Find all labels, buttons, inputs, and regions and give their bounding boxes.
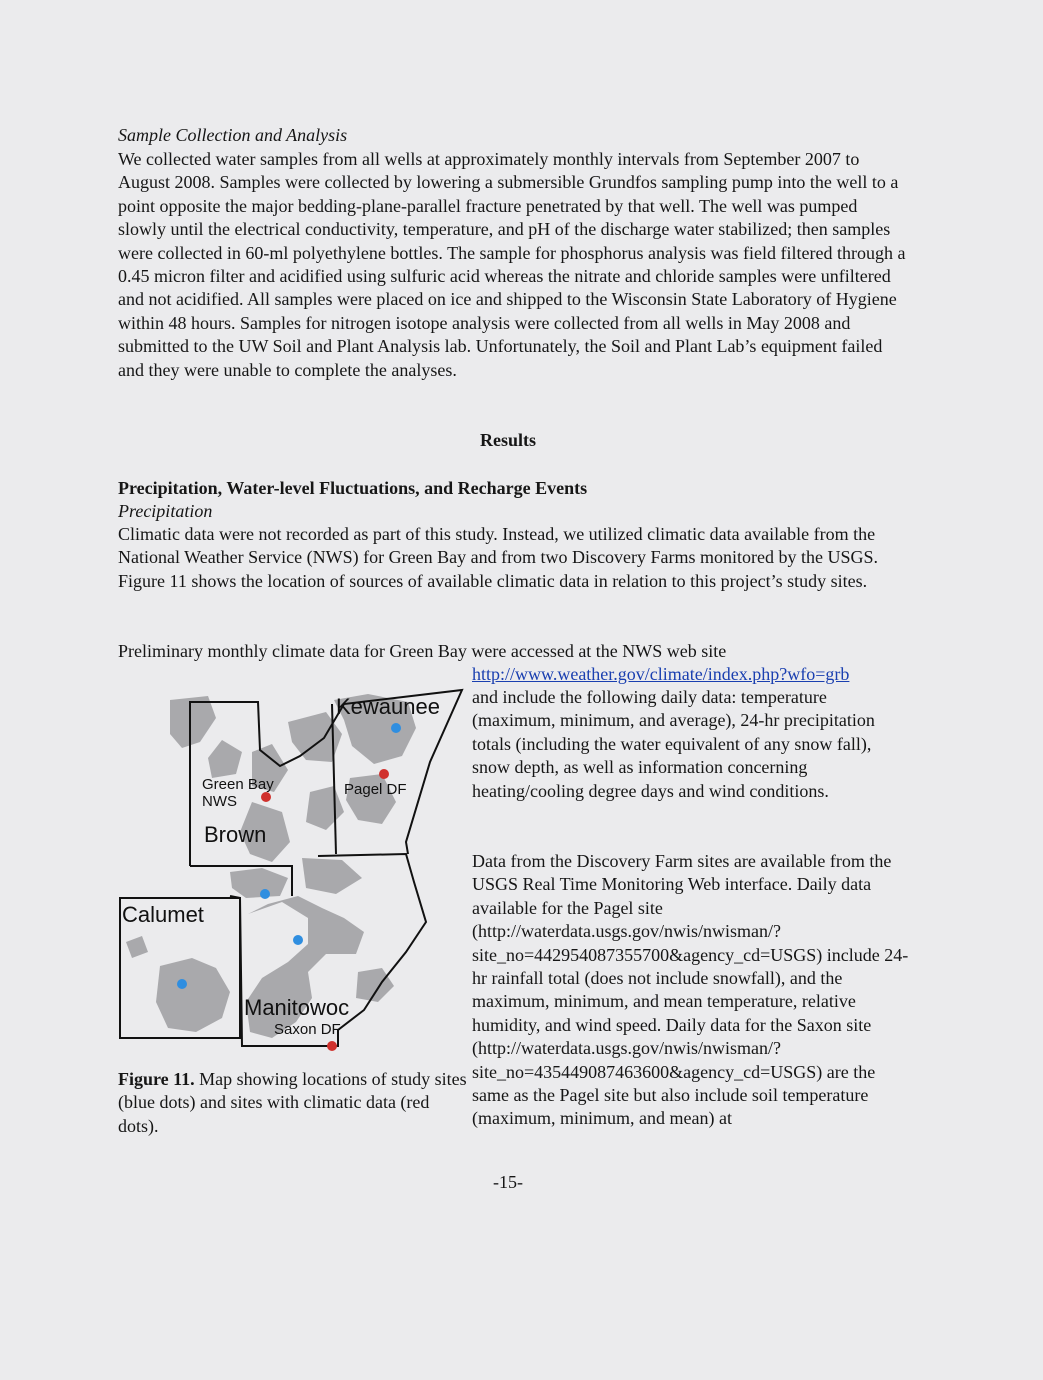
site-label-pagel: Pagel DF bbox=[344, 781, 407, 798]
nws-link[interactable] bbox=[472, 663, 912, 686]
site-label-nws: NWS bbox=[202, 793, 237, 810]
site-label-green-bay: Green Bay bbox=[202, 776, 274, 793]
study-site-manitowoc bbox=[293, 935, 303, 945]
figure-caption-text: Map showing locations of study sites (blue dots) and sites with climatic data (red dots). bbox=[118, 1069, 467, 1136]
paragraph-discovery-farms: Data from the Discovery Farm sites are available from the USGS Real Time Monitoring Web interface. Daily data available for the Pagel site (http://waterdata.usgs.gov/nwis/nwisman/?site_no=442954087355700&agency_cd=USGS) include 24-hr rainfall total (does not include snowfall), and the maximum, minimum, and mean temperature, relative humidity, and wind speed. Daily data for the Saxon site (http://waterdata.usgs.gov/nwis/nwisman/?site_no=435449087463600&agency_cd=USGS) are the same as the Pagel site but also include soil temperature (maximum, minimum, and mean) at bbox=[472, 851, 909, 1129]
figure-label: Figure 11. bbox=[118, 1069, 195, 1089]
climate-site-saxon bbox=[327, 1041, 337, 1051]
county-label-calumet: Calumet bbox=[122, 902, 204, 927]
figure-caption bbox=[118, 1068, 473, 1138]
county-label-brown: Brown bbox=[204, 822, 267, 847]
page-number: -15- bbox=[493, 1172, 523, 1192]
study-site-calumet bbox=[177, 979, 187, 989]
paragraph-preliminary: Preliminary monthly climate data for Green Bay were accessed at the NWS web site bbox=[118, 641, 727, 661]
county-label-kewaunee: Kewaunee bbox=[336, 694, 440, 719]
climate-site-green-bay bbox=[261, 792, 271, 802]
study-site-brown bbox=[260, 889, 270, 899]
county-label-manitowoc: Manitowoc bbox=[244, 995, 350, 1020]
study-site-kewaunee bbox=[391, 723, 401, 733]
paragraph-precipitation: Climatic data were not recorded as part of this study. Instead, we utilized climatic data available from the National Weather Service (NWS) for Green Bay and from two Discovery Farms monitored by the USGS. Figure 11 shows the location of sources of available climatic data in relation to this project’s study sites. bbox=[118, 524, 879, 591]
section-heading-precipitation: Precipitation, Water-level Fluctuations, and Recharge Events bbox=[118, 478, 588, 498]
paragraph-sample-collection: We collected water samples from all wells at approximately monthly intervals from September 2007 to August 2008. Samples were collected by lowering a submersible Grundfos sampling pump into the well to a point opposite the major bedding-plane-parallel fracture penetrated by that well. The well was pumped slowly until the electrical conductivity, temperature, and pH of the discharge water stabilized; then samples were collected in 60-ml polyethylene bottles. The sample for phosphorus analysis was field filtered through a 0.45 micron filter and acidified using sulfuric acid whereas the nitrate and chloride samples were unfiltered and not acidified. All samples were placed on ice and shipped to the Wisconsin State Laboratory of Hygiene within 48 hours. Samples for nitrogen isotope analysis were collected from all wells in May 2008 and submitted to the UW Soil and Plant Analysis lab. Unfortunately, the Soil and Plant Lab’s equipment failed and they were unable to complete the analyses. bbox=[118, 149, 906, 380]
site-label-saxon: Saxon DF bbox=[274, 1021, 341, 1038]
paragraph-nws-data: and include the following daily data: temperature (maximum, minimum, and average), 24-hr precipitation totals (including the water equivalent of any snow fall), snow depth, as well as information concerning heating/cooling degree days and wind conditions. bbox=[472, 687, 875, 801]
climate-site-pagel bbox=[379, 769, 389, 779]
section-heading-sample-collection: Sample Collection and Analysis bbox=[118, 125, 348, 145]
results-heading: Results bbox=[479, 430, 536, 450]
figure-11-map bbox=[112, 682, 472, 1064]
subheading-precipitation: Precipitation bbox=[118, 501, 213, 521]
nws-link-text[interactable]: http://www.weather.gov/climate/index.php?wfo=grb bbox=[472, 664, 850, 684]
